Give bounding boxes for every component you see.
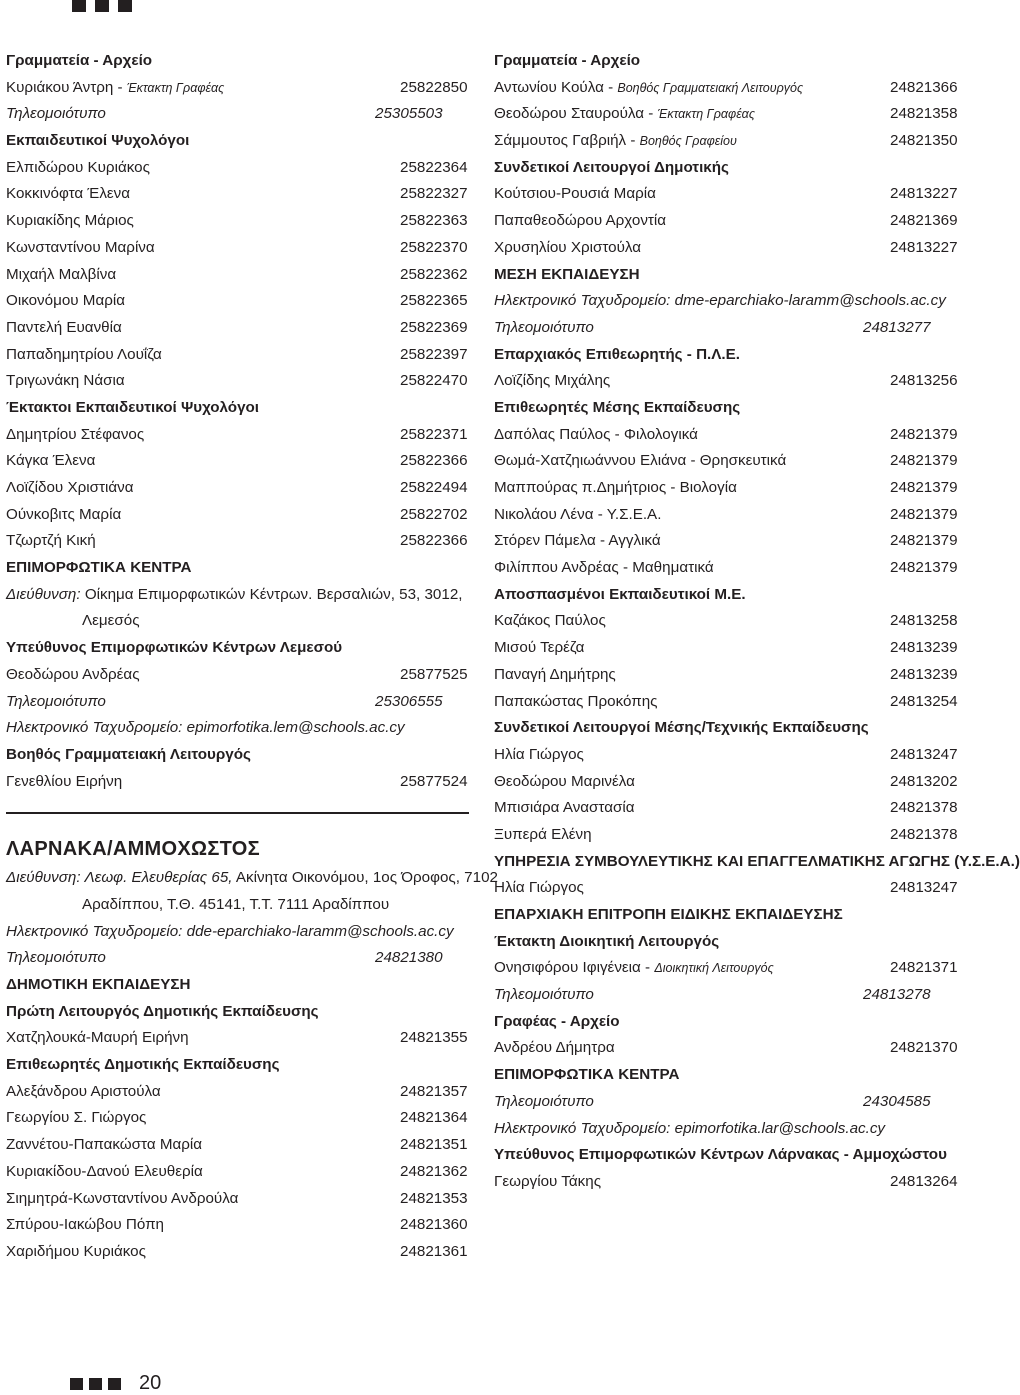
contact-name: Ελπιδώρου Κυριάκος (6, 158, 150, 176)
phone-number: 24813258 (890, 612, 958, 630)
contact-row (6, 422, 466, 449)
contact-name: Ζαννέτου-Παπακώστα Μαρία (6, 1136, 203, 1154)
contact-name: Δαπόλας Παύλος - Φιλολογικά (494, 425, 698, 443)
contact-name: Σιημητρά-Κωνσταντίνου Ανδρούλα (6, 1189, 239, 1207)
section-heading: Έκτακτη Διοικητική Λειτουργός (494, 932, 720, 950)
contact-name: Χρυσηλίου Χριστούλα (494, 238, 642, 256)
phone-number: 25822371 (400, 425, 468, 443)
fax-label: Τηλεομοιότυπο (494, 986, 594, 1004)
phone-number: 25822470 (400, 372, 468, 390)
address-line (6, 582, 466, 609)
phone-number: 24821379 (890, 479, 958, 496)
phone-number: 24813227 (890, 238, 958, 256)
fax-row (6, 101, 466, 128)
fax-number: 24813278 (863, 986, 931, 1004)
address-continuation: Λεμεσός (82, 612, 140, 630)
phone-number: 24821358 (890, 105, 958, 123)
phone-number: 25822363 (400, 212, 468, 230)
contact-name: Στόρεν Πάμελα - Αγγλικά (494, 532, 661, 550)
contact-row (6, 528, 466, 555)
contact-name: Λοϊζίδης Μιχάλης (494, 372, 611, 390)
fax-row (6, 945, 466, 972)
contact-row (494, 235, 958, 262)
fax-row (494, 982, 954, 1009)
contact-name: Κούτσιου-Ρουσιά Μαρία (494, 185, 656, 203)
contact-name: Θεοδώρου Μαρινέλα (494, 772, 635, 790)
contact-name: Ξυπερά Ελένη (494, 825, 592, 843)
email-line: Ηλεκτρονικό Ταχυδρομείο: epimorfotika.lem@schools.ac.cy (6, 719, 405, 737)
fax-label: Τηλεομοιότυπο (494, 1092, 594, 1110)
contact-row (6, 1079, 466, 1106)
contact-row (6, 1212, 466, 1239)
contact-row (494, 822, 958, 849)
phone-number: 24821353 (400, 1189, 468, 1207)
phone-number: 24813264 (890, 1172, 958, 1190)
contact-name: Τζωρτζή Κική (6, 532, 96, 550)
contact-row (6, 448, 466, 475)
fax-number: 25306555 (375, 692, 443, 710)
fax-label: Τηλεομοιότυπο (494, 318, 594, 336)
contact-row (494, 689, 958, 716)
phone-number: 24813239 (890, 639, 958, 657)
square-icon (118, 0, 132, 12)
fax-row (494, 1089, 954, 1116)
page-number: 20 (139, 1372, 162, 1394)
divider (6, 795, 466, 829)
right-column (494, 48, 1020, 1196)
contact-name: Κωνσταντίνου Μαρίνα (6, 238, 155, 256)
phone-number: 25822702 (400, 505, 468, 523)
phone-number: 24821378 (890, 825, 958, 843)
contact-name: Σάμμουτος Γαβριήλ - (494, 132, 636, 150)
contact-name: Καζάκος Παύλος (494, 612, 606, 630)
contact-name: Θεοδώρου Ανδρέας (6, 665, 140, 683)
contact-row (494, 368, 958, 395)
phone-number: 24821350 (890, 132, 958, 150)
contact-row (6, 769, 466, 796)
phone-number: 24813227 (890, 185, 958, 203)
section-heading: Επιθεωρητές Μέσης Εκπαίδευσης (494, 398, 741, 416)
contact-row (494, 475, 958, 502)
fax-number: 25305503 (375, 105, 443, 123)
district-title: ΛΑΡΝΑΚΑ/ΑΜΜΟΧΩΣΤΟΣ (6, 838, 260, 861)
contact-name: Νικολάου Λένα - Υ.Σ.Ε.Α. (494, 505, 662, 523)
contact-name: Ηλία Γιώργος (494, 745, 584, 763)
contact-row (6, 262, 466, 289)
fax-label: Τηλεομοιότυπο (6, 105, 106, 123)
contact-row (6, 181, 466, 208)
square-icon (95, 0, 109, 12)
contact-name: Μαππούρας π.Δημήτριος - Βιολογία (494, 479, 737, 496)
contact-name: Γεωργίου Σ. Γιώργος (6, 1109, 147, 1127)
contact-name: Θεοδώρου Σταυρούλα - (494, 105, 654, 123)
contact-name: Ηλία Γιώργος (494, 879, 584, 897)
contact-name: Μιχαήλ Μαλβίνα (6, 265, 117, 283)
contact-name: Λοϊζίδου Χριστιάνα (6, 479, 134, 496)
section-heading: Υπεύθυνος Επιμορφωτικών Κέντρων Λάρνακας - Αμμοχώστου (494, 1146, 947, 1164)
address-line (6, 865, 498, 892)
contact-row (6, 475, 466, 502)
address-label: Διεύθυνση: (6, 585, 81, 603)
phone-number: 25822366 (400, 532, 468, 550)
contact-row (6, 155, 466, 182)
contact-row (494, 608, 958, 635)
contact-name: Παπαδημητρίου Λουΐζα (6, 345, 162, 363)
phone-number: 24821371 (890, 959, 958, 977)
contact-name: Παπαθεοδώρου Αρχοντία (494, 212, 667, 230)
contact-name: Σπύρου-Ιακώβου Πόπη (6, 1216, 164, 1234)
section-heading: Υπεύθυνος Επιμορφωτικών Κέντρων Λεμεσού (6, 639, 343, 657)
phone-number: 24821357 (400, 1082, 468, 1100)
contact-row (494, 555, 958, 582)
contact-role: Βοηθός Γραμματειακή Λειτουργός (617, 80, 804, 95)
contact-name: Χατζηλουκά-Μαυρή Ειρήνη (6, 1029, 189, 1047)
contact-row (494, 208, 958, 235)
contact-role: Διοικητική Λειτουργός (654, 961, 774, 976)
email-line: Ηλεκτρονικό Ταχυδρομείο: dde-eparchiako-laramm@schools.ac.cy (6, 922, 454, 940)
contact-name: Κάγκα Έλενα (6, 452, 96, 470)
square-icon (70, 1378, 83, 1390)
contact-row (494, 1035, 958, 1062)
section-heading: Συνδετικοί Λειτουργοί Μέσης/Τεχνικής Εκπαίδευσης (494, 719, 869, 737)
contact-row (494, 502, 958, 529)
contact-row (6, 1239, 466, 1266)
contact-row (494, 875, 958, 902)
contact-name: Κυριακίδης Μάριος (6, 212, 134, 230)
contact-name: Δημητρίου Στέφανος (6, 425, 145, 443)
section-heading: ΥΠΗΡΕΣΙΑ ΣΥΜΒΟΥΛΕΥΤΙΚΗΣ ΚΑΙ ΕΠΑΓΓΕΛΜΑΤΙΚΗΣ ΑΓΩΓΗΣ (Υ.Σ.Ε.Α.) (494, 852, 1020, 870)
contact-name: Μισού Τερέζα (494, 639, 585, 657)
contact-row (6, 662, 466, 689)
section-heading: ΕΠΑΡΧΙΑΚΗ ΕΠΙΤΡΟΠΗ ΕΙΔΙΚΗΣ ΕΚΠΑΙΔΕΥΣΗΣ (494, 906, 843, 923)
section-heading: Γραμματεία - Αρχείο (494, 52, 641, 69)
phone-number: 25877525 (400, 665, 468, 683)
contact-name: Φιλίππου Ανδρέας - Μαθηματικά (494, 559, 714, 577)
section-heading: Εκπαιδευτικοί Ψυχολόγοι (6, 132, 190, 150)
contact-row (494, 955, 958, 982)
phone-number: 24821378 (890, 799, 958, 817)
contact-row (6, 1025, 466, 1052)
section-heading: Επαρχιακός Επιθεωρητής - Π.Λ.Ε. (494, 345, 740, 363)
contact-row (6, 235, 466, 262)
contact-row (6, 1186, 466, 1213)
contact-row (6, 288, 466, 315)
contact-name: Γεωργίου Τάκης (494, 1172, 602, 1190)
email-line: Ηλεκτρονικό Ταχυδρομείο: epimorfotika.lar@schools.ac.cy (494, 1119, 886, 1137)
contact-row (6, 368, 466, 395)
phone-number: 24821364 (400, 1109, 468, 1127)
phone-number: 25822494 (400, 479, 468, 496)
phone-number: 24821379 (890, 559, 958, 577)
contact-name: Ανδρέου Δήμητρα (494, 1039, 615, 1057)
section-heading: ΜΕΣΗ ΕΚΠΑΙΔΕΥΣΗ (494, 265, 640, 283)
phone-number: 25822366 (400, 452, 468, 470)
phone-number: 24821351 (400, 1136, 468, 1154)
contact-row (6, 1159, 466, 1186)
contact-row (6, 75, 466, 102)
phone-number: 24821379 (890, 452, 958, 470)
phone-number: 24821360 (400, 1216, 468, 1234)
contact-row (494, 795, 958, 822)
phone-number: 25877524 (400, 772, 468, 790)
section-heading: Πρώτη Λειτουργός Δημοτικής Εκπαίδευσης (6, 1002, 319, 1020)
section-heading: ΕΠΙΜΟΡΦΩΤΙΚΑ ΚΕΝΤΡΑ (494, 1066, 680, 1084)
phone-number: 24821355 (400, 1029, 468, 1047)
contact-row (494, 75, 958, 102)
left-column (6, 48, 498, 1266)
square-icon (108, 1378, 121, 1390)
contact-row (6, 502, 466, 529)
phone-number: 24813254 (890, 692, 958, 710)
phone-number: 24813247 (890, 745, 958, 763)
contact-row (6, 1132, 466, 1159)
phone-number: 25822327 (400, 185, 468, 203)
contact-row (494, 1169, 958, 1196)
contact-name: Ούνκοβιτς Μαρία (6, 505, 122, 523)
section-heading: Επιθεωρητές Δημοτικής Εκπαίδευσης (6, 1056, 280, 1074)
address-continuation: Αραδίππου, Τ.Θ. 45141, Τ.Τ. 7111 Αραδίππου (82, 895, 390, 913)
section-heading: ΔΗΜΟΤΙΚΗ ΕΚΠΑΙΔΕΥΣΗ (6, 976, 191, 993)
phone-number: 24813256 (890, 372, 958, 390)
contact-role: Έκτακτη Γραφέας (126, 80, 225, 95)
contact-row (494, 769, 958, 796)
contact-name: Παπακώστας Προκόπης (494, 692, 658, 710)
contact-name: Μπισιάρα Αναστασία (494, 799, 635, 817)
contact-name: Αλεξάνδρου Αριστούλα (6, 1082, 161, 1100)
phone-number: 24813247 (890, 879, 958, 897)
phone-number: 24821370 (890, 1039, 958, 1057)
contact-row (494, 742, 958, 769)
fax-number: 24821380 (375, 949, 443, 967)
contact-name: Παντελή Ευανθία (6, 318, 122, 336)
section-heading: Έκτακτοι Εκπαιδευτικοί Ψυχολόγοι (6, 398, 260, 416)
section-heading: Γραμματεία - Αρχείο (6, 52, 153, 69)
address-label: Διεύθυνση: Λεωφ. Ελευθερίας 65, (6, 869, 233, 887)
contact-row (6, 342, 466, 369)
contact-row (494, 528, 958, 555)
contact-name: Κυριακίδου-Δανού Ελευθερία (6, 1162, 203, 1180)
contact-name: Αντωνίου Κούλα - (494, 78, 614, 96)
square-icon (72, 0, 86, 12)
contact-row (494, 181, 958, 208)
contact-name: Παναγή Δημήτρης (494, 665, 616, 683)
contact-row (6, 1105, 466, 1132)
fax-number: 24813277 (863, 318, 931, 336)
fax-row (494, 315, 954, 342)
email-line: Ηλεκτρονικό Ταχυδρομείο: dme-eparchiako-laramm@schools.ac.cy (494, 292, 946, 310)
phone-number: 25822370 (400, 238, 468, 256)
contact-row (6, 315, 466, 342)
contact-name: Θωμά-Χατζηιωάννου Ελιάνα - Θρησκευτικά (494, 452, 787, 470)
phone-number: 24821379 (890, 505, 958, 523)
contact-role: Βοηθός Γραφείου (639, 134, 737, 149)
phone-number: 25822369 (400, 318, 468, 336)
phone-number: 24821379 (890, 425, 958, 443)
contact-name: Γενεθλίου Ειρήνη (6, 772, 123, 790)
contact-name: Κοκκινόφτα Έλενα (6, 185, 131, 203)
phone-number: 25822397 (400, 345, 468, 363)
phone-number: 24821366 (890, 78, 958, 96)
contact-row (494, 101, 958, 128)
section-heading: Βοηθός Γραμματειακή Λειτουργός (6, 745, 251, 763)
phone-number: 24821362 (400, 1162, 468, 1180)
contact-row (494, 448, 958, 475)
contact-row (494, 662, 958, 689)
section-heading: Αποσπασμένοι Εκπαιδευτικοί Μ.Ε. (494, 585, 746, 603)
contact-row (6, 208, 466, 235)
phone-number: 24821379 (890, 532, 958, 550)
phone-number: 24813202 (890, 772, 958, 790)
fax-row (6, 689, 466, 716)
contact-name: Ονησιφόρου Ιφιγένεια - (494, 959, 651, 977)
phone-number: 24813239 (890, 665, 958, 683)
fax-label: Τηλεομοιότυπο (6, 692, 106, 710)
contact-row (494, 128, 958, 155)
section-heading: ΕΠΙΜΟΡΦΩΤΙΚΑ ΚΕΝΤΡΑ (6, 559, 192, 577)
contact-row (494, 635, 958, 662)
fax-label: Τηλεομοιότυπο (6, 949, 106, 967)
square-icon (89, 1378, 102, 1390)
address-text: Ακίνητα Οικονόμου, 1ος Όροφος, 7102 (235, 869, 498, 887)
phone-number: 24821369 (890, 212, 958, 230)
divider-rule (6, 812, 469, 814)
section-heading: Συνδετικοί Λειτουργοί Δημοτικής (494, 158, 729, 176)
phone-number: 24821361 (400, 1242, 468, 1260)
phone-number: 25822362 (400, 265, 468, 283)
contact-name: Τριγωνάκη Νάσια (6, 372, 125, 390)
footer-squares (70, 1378, 121, 1390)
contact-role: Έκτακτη Γραφέας (657, 107, 755, 122)
fax-number: 24304585 (863, 1092, 931, 1110)
section-heading: Γραφέας - Αρχείο (494, 1012, 620, 1030)
phone-number: 25822365 (400, 292, 468, 310)
contact-name: Οικονόμου Μαρία (6, 292, 126, 310)
contact-row (494, 422, 958, 449)
address-text: Οίκημα Επιμορφωτικών Κέντρων. Βερσαλιών, 53, 3012, (84, 585, 463, 603)
contact-name: Χαριδήμου Κυριάκος (6, 1242, 146, 1260)
top-decorative-squares (72, 0, 132, 12)
phone-number: 25822850 (400, 78, 468, 96)
contact-name: Κυριάκου Άντρη - (6, 78, 123, 96)
phone-number: 25822364 (400, 158, 468, 176)
